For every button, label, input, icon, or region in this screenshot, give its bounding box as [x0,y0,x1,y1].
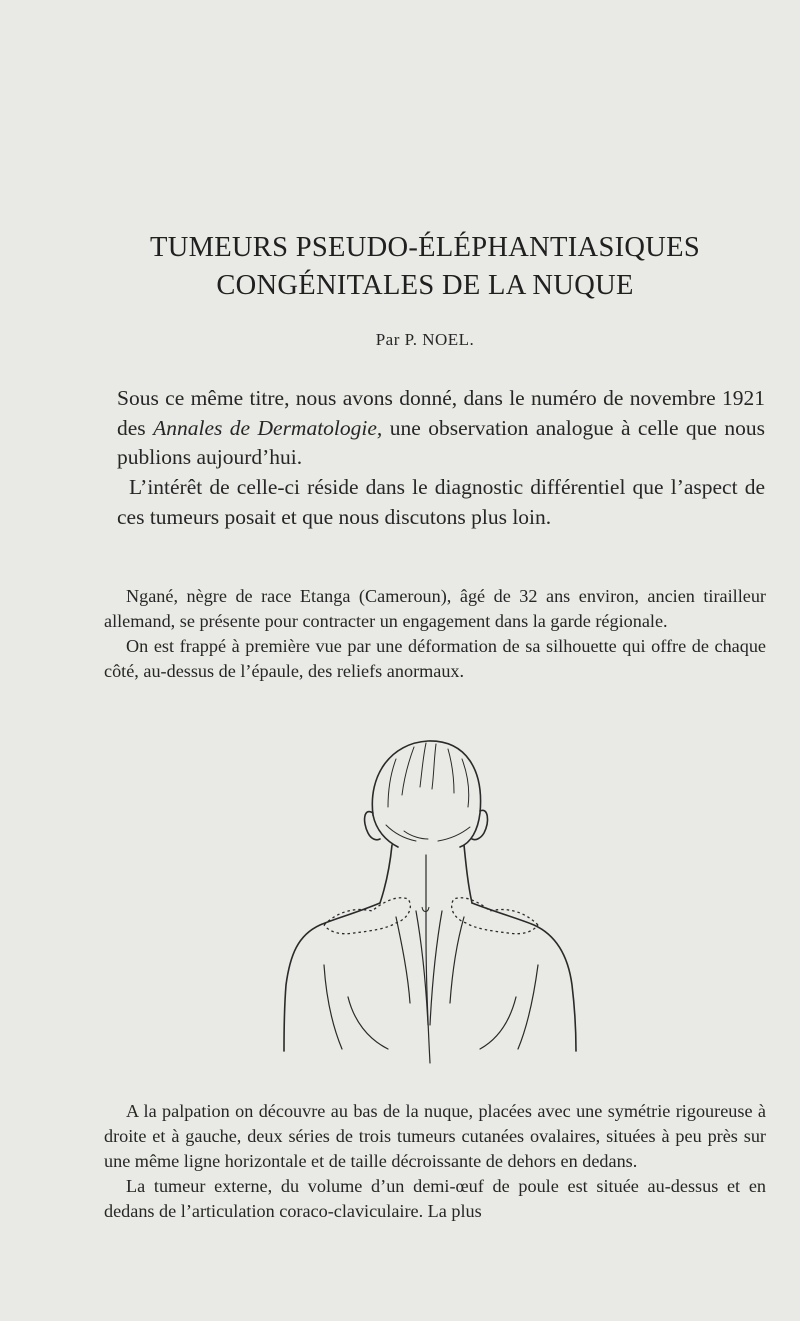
journal-title: Annales de Dermatologie, [153,415,383,440]
case-section [104,584,766,684]
intro-paragraph-1 [117,384,765,473]
title-line-1: TUMEURS PSEUDO-ÉLÉPHANTIASIQUES [149,232,701,263]
exam-paragraph-2: La tumeur externe, du volume d’un demi-œuf de poule est située au-dessus et en dedans de l’articulation coraco-claviculaire. La plus [104,1176,766,1221]
case-paragraph-1: Ngané, nègre de race Etanga (Cameroun), âgé de 32 ans environ, ancien tirailleur allemand, se présente pour contracter un engagement dans la garde régionale. [104,586,766,631]
figure-back-of-neck [276,735,586,1065]
intro-paragraph-2: L’intérêt de celle-ci réside dans le diagnostic différentiel que l’aspect de ces tumeurs posait et que nous discutons plus loin. [117,475,765,529]
intro-section [117,384,765,533]
intro-p1-text-a: Sous ce même titre, nous avons donné, dans le numéro de novembre 1921 des [117,386,765,440]
exam-paragraph-1: A la palpation on découvre au bas de la nuque, placées avec une symétrie rigoureuse à droite et à gauche, deux séries de trois tumeurs cutanées ovalaires, situées à peu près sur une même ligne horizontale et de taille décroissante de dehors en dedans. [104,1101,766,1171]
case-paragraph-2: On est frappé à première vue par une déformation de sa silhouette qui offre de chaque côté, au-dessus de l’épaule, des reliefs anormaux. [104,636,766,681]
author-byline: Par P. NOEL. [375,330,475,349]
title-line-2: CONGÉNITALES DE LA NUQUE [216,270,634,301]
exam-section [104,1099,766,1224]
back-sketch-illustration [276,735,586,1065]
intro-p1-text-b: une observation analogue à celle que nous publions aujourd’hui. [117,415,765,470]
